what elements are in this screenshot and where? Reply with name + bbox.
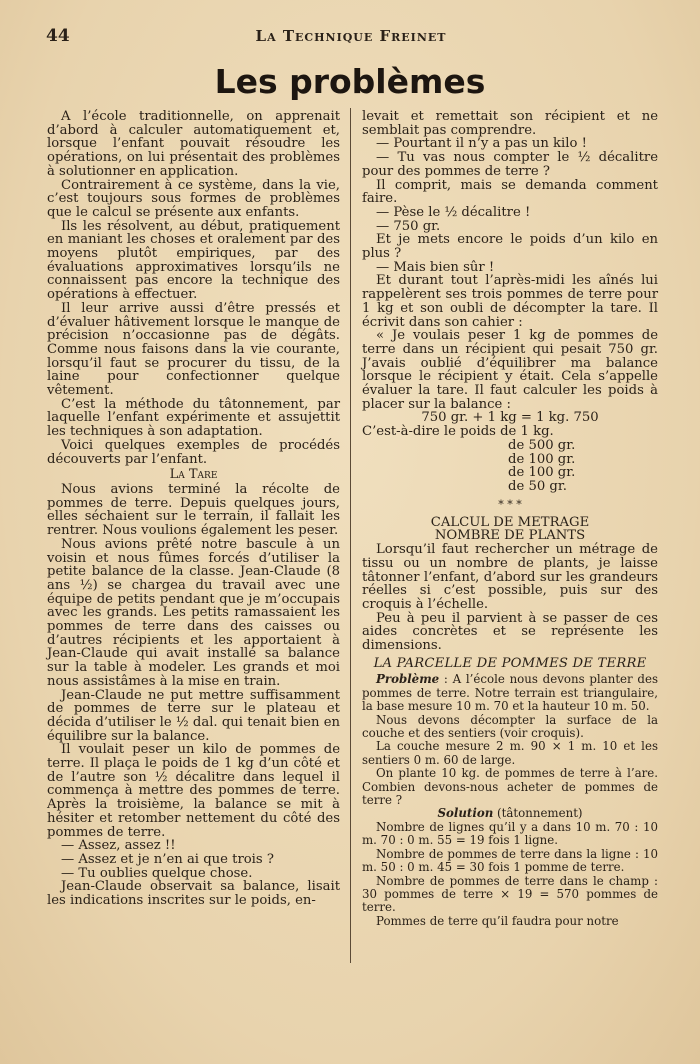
problem-block (362, 673, 658, 928)
paragraph: Ils les résolvent, au début, pratiquement en maniant les choses et oralement par des moyens plutôt empiriques, par des évaluations approximatives lorsqu’ils ne connaissent pas encore la technique des opérations à effectuer. (47, 218, 340, 303)
solution-heading (362, 807, 658, 820)
column-divider (350, 108, 351, 963)
dialogue-line: — Pourtant il n’y a pas un kilo ! (376, 136, 587, 152)
solution-label: Solution (437, 806, 494, 821)
paragraph: Il voulait peser un kilo de pommes de terre. Il plaça le poids de 1 kg d’un côté et de l’autre son ½ décalitre dans lequel il commença à mettre des pommes de terre. Après la troisième, la balance se mit à hésiter et retomber nettement du côté des pommes de terre. (47, 742, 340, 840)
paragraph: Voici quelques exemples de procédés découverts par l’enfant. (47, 437, 340, 467)
paragraph: Peu à peu il parvient à se passer de ces aides concrètes et se représente les dimensions. (362, 610, 658, 654)
journal-title: La Technique Freinet (255, 27, 447, 45)
paragraph: A l’école traditionnelle, on apprenait d’abord à calculer automatiquement et, lorsque l’enfant pouvait résoudre les opérations, on lui présentait des problèmes à solutionner en application. (47, 109, 340, 179)
problem-paragraph (362, 673, 658, 713)
paragraph: Nombre de pommes de terre dans la ligne : 10 m. 50 : 0 m. 45 = 30 fois 1 pomme de terre. (362, 846, 658, 875)
section-heading-tare: La Tare (169, 467, 218, 483)
running-head (46, 26, 656, 46)
dialogue-line: — Tu vas nous compter le ½ décalitre pour des pommes de terre ? (362, 150, 658, 179)
left-column (47, 110, 340, 908)
weights-intro: C’est-à-dire le poids de 1 kg. (362, 424, 554, 440)
paragraph: Nous avions prêté notre bascule à un voisin et nous fûmes forcés d’utiliser la petite balance de la classe. Jean-Claude (8 ans ½) se chargea du travail avec une équipe de petits pendant que je m’occupais avec les grands. Les petits ramassaient les pommes de terre dans des caisses ou d’autres récipients et les apportaient à Jean-Claude qui avait installé sa balance sur la table à modeler. Les grands et moi nous assistâmes à la mise en train. (47, 536, 340, 689)
weight-item: de 50 gr. (508, 478, 567, 494)
paragraph: Nombre de pommes de terre dans le champ : 30 pommes de terre × 19 = 570 pommes de terre. (362, 873, 658, 915)
paragraph: Nous avions terminé la récolte de pommes de terre. Depuis quelques jours, elles séchaient sur le terrain, il fallait les rentrer. Nous voulions également les peser. (47, 481, 340, 539)
paragraph: La couche mesure 2 m. 90 × 1 m. 10 et les sentiers 0 m. 60 de large. (362, 739, 658, 767)
paragraph: Et je mets encore le poids d’un kilo en plus ? (362, 232, 658, 262)
section-separator: * * * (498, 497, 522, 511)
article-title: Les problèmes (214, 62, 486, 101)
section-heading-calcul: CALCUL DE METRAGE (430, 514, 590, 530)
weights-list (362, 439, 658, 494)
paragraph: Nous devons décompter la surface de la couche et des sentiers (voir croquis). (362, 712, 658, 741)
dialogue-line: — Assez et je n’en ai que trois ? (61, 851, 274, 867)
paragraph: Il comprit, mais se demanda comment faire. (362, 177, 658, 207)
weight-item: de 500 gr. (508, 437, 576, 453)
paragraph: Il leur arrive aussi d’être pressés et d’évaluer hâtivement lorsque le manque de précision n’occasionne pas de dégâts. Comme nous faisons dans la vie courante, lorsqu’il faut se procurer du tissu, de la laine pour confectionner quelque vêtement. (47, 300, 340, 399)
section-heading-plants: NOMBRE DE PLANTS (434, 528, 586, 544)
paragraph: Lorsqu’il faut rechercher un métrage de tissu ou un nombre de plants, je laisse tâtonner l’enfant, d’abord sur les grandeurs réelles si c’est possible, puis sur des croquis à l’échelle. (362, 542, 658, 612)
section-heading-parcelle: LA PARCELLE DE POMMES DE TERRE (373, 655, 647, 671)
weight-item: de 100 gr. (508, 465, 576, 481)
paragraph: « Je voulais peser 1 kg de pommes de terre dans un récipient qui pesait 750 gr. J’avais oublié d’équilibrer ma balance lorsque le récipient y était. Cela s’appelle évaluer la tare. Il faut calculer les poids à placer sur la balance : (362, 328, 658, 412)
paragraph: Nombre de lignes qu’il y a dans 10 m. 70 : 10 m. 70 : 0 m. 55 = 19 fois 1 ligne. (362, 819, 658, 848)
dialogue-line: — Assez, assez !! (61, 838, 176, 854)
paragraph: Jean-Claude ne put mettre suffisamment de pommes de terre sur le plateau et décida d’utiliser le ½ dal. qui tenait bien en équilibre sur la balance. (47, 687, 340, 744)
weight-item: de 100 gr. (508, 451, 576, 467)
paragraph: Pommes de terre qu’il faudra pour notre (376, 913, 619, 928)
page-number: 44 (46, 26, 70, 46)
dialogue-line: — Pèse le ½ décalitre ! (376, 204, 531, 220)
paragraph: Jean-Claude observait sa balance, lisait les indications inscrites sur le poids, en- (47, 879, 340, 909)
equation: 750 gr. + 1 kg = 1 kg. 750 (421, 410, 599, 426)
dialogue-line: — Tu oublies quelque chose. (61, 865, 253, 881)
dialogue-line: — 750 gr. (376, 218, 441, 234)
dialogue-line: — Mais bien sûr ! (376, 259, 495, 275)
paragraph: levait et remettait son récipient et ne semblait pas comprendre. (362, 109, 658, 138)
paragraph: Et durant tout l’après-midi les aînés lui rappelèrent ses trois pommes de terre pour 1 kg et son oubli de décompter la tare. Il écrivit dans son cahier : (362, 273, 658, 330)
paragraph: C’est la méthode du tâtonnement, par laquelle l’enfant expérimente et assujettit les techniques à son adaptation. (47, 396, 340, 440)
right-column (362, 110, 658, 928)
paragraph: Contrairement à ce système, dans la vie, c’est toujours sous formes de problèmes que le calcul se présente aux enfants. (47, 177, 340, 220)
problem-label: Problème (376, 672, 440, 687)
solution-note: (tâtonnement) (497, 806, 583, 821)
paragraph: On plante 10 kg. de pommes de terre à l’are. Combien devons-nous acheter de pommes de terre ? (362, 766, 658, 808)
problem-text: : A l’école nous devons planter des pommes de terre. Notre terrain est triangulaire, la base mesure 10 m. 70 et la hauteur 10 m. 50. (362, 672, 658, 714)
